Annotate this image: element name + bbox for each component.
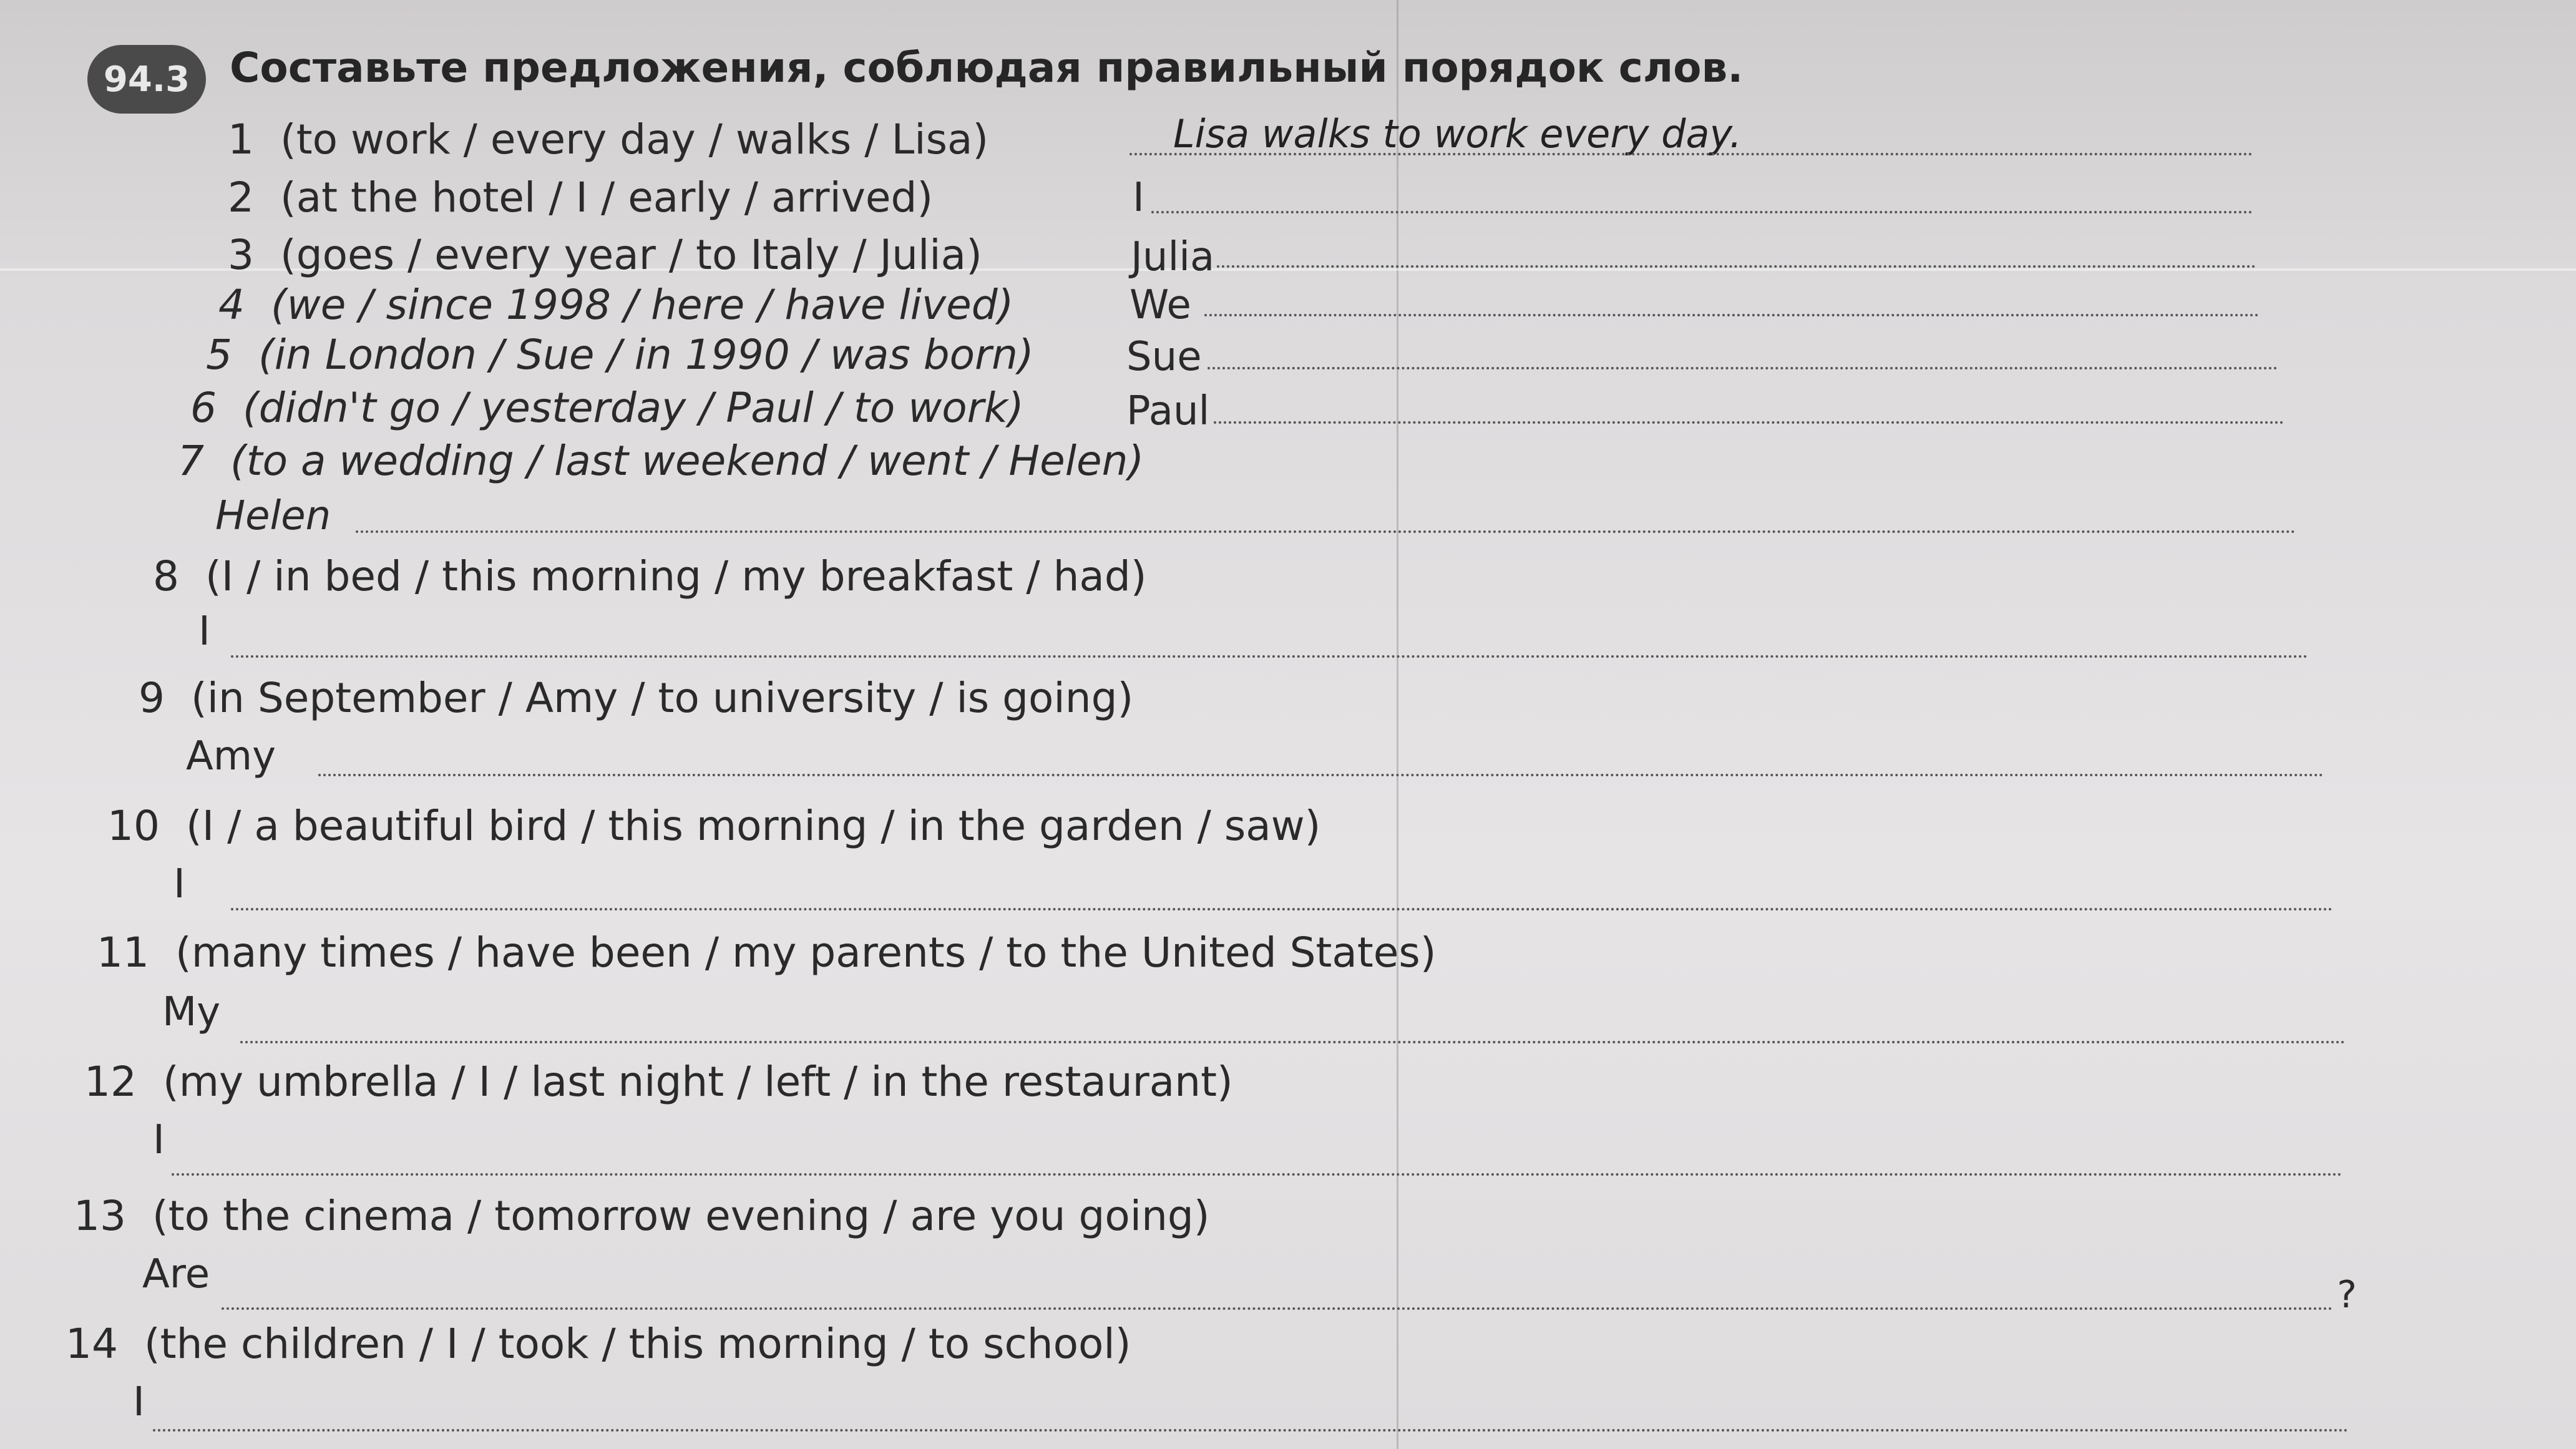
item-words: (my umbrella / I / last night / left / in the restaurant) <box>162 1058 1233 1106</box>
item-9-start: Amy <box>186 733 276 779</box>
item-14-answer-line[interactable] <box>153 1429 2349 1432</box>
item-number: 4 <box>218 281 245 329</box>
item-words: (at the hotel / I / early / arrived) <box>280 173 934 222</box>
item-number: 1 <box>228 115 254 163</box>
item-1-answer-line[interactable] <box>1129 153 2253 155</box>
item-number: 3 <box>228 231 254 279</box>
item-number: 14 <box>66 1320 118 1368</box>
item-words: (I / in bed / this morning / my breakfast / had) <box>205 552 1147 600</box>
item-11-prompt <box>97 929 1437 977</box>
item-4-start: We <box>1129 282 1191 328</box>
item-number: 11 <box>97 929 149 977</box>
item-words: (the children / I / took / this morning / to school) <box>144 1320 1131 1368</box>
item-8-prompt <box>153 552 1147 600</box>
item-words: (in September / Amy / to university / is going) <box>190 674 1134 722</box>
item-3-start: Julia <box>1131 234 1215 280</box>
item-9-answer-line[interactable] <box>318 774 2325 776</box>
item-2-answer-line[interactable] <box>1151 211 2253 213</box>
item-12-prompt <box>84 1058 1233 1106</box>
item-5-prompt <box>206 331 1034 379</box>
item-12-start: I <box>153 1117 165 1163</box>
item-number: 13 <box>74 1192 126 1240</box>
item-10-prompt <box>107 802 1320 850</box>
item-6-prompt <box>190 384 1024 432</box>
item-words: (didn't go / yesterday / Paul / to work) <box>242 384 1024 432</box>
item-number: 6 <box>190 384 217 432</box>
item-7-prompt <box>178 437 1144 485</box>
item-11-answer-line[interactable] <box>240 1041 2346 1043</box>
item-8-start: I <box>198 608 210 655</box>
item-words: (to work / every day / walks / Lisa) <box>280 115 989 163</box>
item-2-prompt <box>228 173 933 222</box>
item-words: (I / a beautiful bird / this morning / in the garden / saw) <box>185 802 1321 850</box>
item-5-answer-line[interactable] <box>1208 367 2278 369</box>
item-words: (in London / Sue / in 1990 / was born) <box>258 331 1034 379</box>
item-number: 9 <box>139 674 165 722</box>
item-13-start: Are <box>142 1251 210 1297</box>
item-8-answer-line[interactable] <box>231 655 2309 658</box>
item-5-start: Sue <box>1126 334 1202 380</box>
item-12-answer-line[interactable] <box>172 1173 2343 1176</box>
item-number: 5 <box>206 331 232 379</box>
item-6-start: Paul <box>1126 388 1210 434</box>
item-4-prompt <box>218 281 1013 329</box>
item-number: 7 <box>178 437 204 485</box>
item-3-answer-line[interactable] <box>1217 265 2256 268</box>
item-11-start: My <box>162 989 221 1035</box>
item-1-prompt <box>228 115 988 163</box>
item-number: 8 <box>153 552 179 600</box>
item-4-answer-line[interactable] <box>1204 314 2259 316</box>
item-10-start: I <box>173 861 185 907</box>
question-mark: ? <box>2337 1273 2357 1317</box>
item-2-start: I <box>1133 175 1144 221</box>
item-words: (goes / every year / to Italy / Julia) <box>280 231 982 279</box>
item-words: (to a wedding / last weekend / went / Helen) <box>230 437 1144 485</box>
item-13-answer-line[interactable] <box>222 1307 2334 1310</box>
item-14-prompt <box>66 1320 1131 1368</box>
item-7-start: Helen <box>215 493 331 539</box>
item-1-answer: Lisa walks to work every day. <box>1173 111 1742 157</box>
item-6-answer-line[interactable] <box>1214 421 2284 424</box>
item-14-start: I <box>133 1379 145 1425</box>
item-9-prompt <box>139 674 1133 722</box>
item-3-prompt <box>228 231 982 279</box>
item-7-answer-line[interactable] <box>356 530 2296 533</box>
item-words: (to the cinema / tomorrow evening / are you going) <box>152 1192 1210 1240</box>
item-10-answer-line[interactable] <box>231 908 2334 910</box>
item-number: 2 <box>228 173 254 222</box>
exercise-number-badge: 94.3 <box>87 45 206 114</box>
item-words: (many times / have been / my parents / to the United States) <box>175 929 1437 977</box>
item-number: 10 <box>107 802 160 850</box>
item-words: (we / since 1998 / here / have lived) <box>270 281 1014 329</box>
item-13-prompt <box>74 1192 1210 1240</box>
exercise-instruction: Составьте предложения, соблюдая правильный порядок слов. <box>230 44 1744 92</box>
paper-fold-vertical <box>1397 0 1398 1449</box>
item-number: 12 <box>84 1058 137 1106</box>
